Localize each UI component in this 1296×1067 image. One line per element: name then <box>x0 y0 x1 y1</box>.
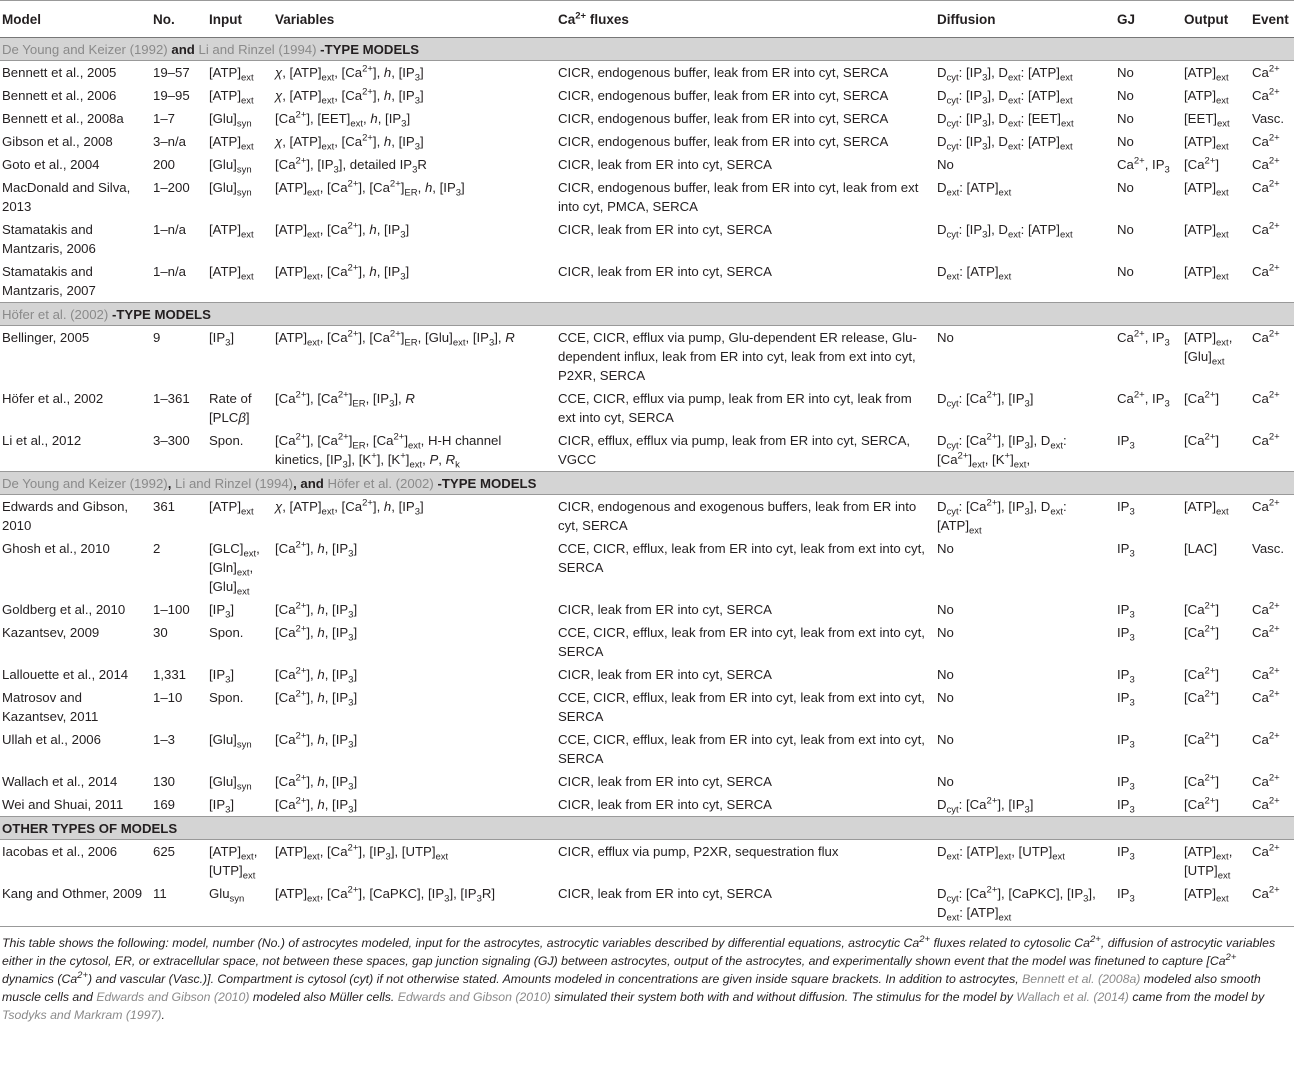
cell-diffusion: $D_{cyt}$: $[Ca^{2+}]$, $[IP_3]$ <box>937 389 1034 410</box>
cell-event: $Ca^{2+}$ <box>1252 63 1280 80</box>
cell-fluxes: CICR, endogenous buffer, leak from ER into cyt, SERCA <box>558 134 889 149</box>
cell-input: $[Glu]_{syn}$ <box>209 157 252 176</box>
cell-model: Wallach et al., 2014 <box>2 774 118 789</box>
header-gj: GJ <box>1115 1 1182 38</box>
cell-model: Höfer et al., 2002 <box>2 391 104 406</box>
cell-gj: $Ca^{2+}$, $IP_3$ <box>1117 389 1170 410</box>
cell-gj: $IP_3$ <box>1117 499 1135 518</box>
cell-diffusion: No <box>937 602 954 617</box>
cell-event: $Ca^{2+}$ <box>1250 882 1294 927</box>
cell-variables: $[Ca^{2+}]$, $[Ca^{2+}]_{ER}$, $[IP_3]$, R <box>275 389 415 410</box>
cell-event: $Ca^{2+}$ <box>1252 132 1280 149</box>
cell-model: Ullah et al., 2006 <box>2 732 101 747</box>
cell-model: Ghosh et al., 2010 <box>2 541 110 556</box>
cell-model: Bennett et al., 2005 <box>2 65 117 80</box>
section-title: De Young and Keizer (1992), Li and Rinzel (1994), and Höfer et al. (2002) -TYPE MODELS <box>0 472 1294 495</box>
cell-event: $Ca^{2+}$ <box>1252 795 1280 812</box>
cell-output: $[Ca^{2+}]$ <box>1184 389 1220 406</box>
cell-event: $Ca^{2+}$ <box>1252 431 1280 448</box>
cell-output: $[Ca^{2+}]$ <box>1184 772 1220 789</box>
cell-output: [LAC] <box>1184 541 1217 556</box>
cell-fluxes: CICR, leak from ER into cyt, SERCA <box>558 264 772 279</box>
cell-gj: No <box>1117 264 1134 279</box>
cell-fluxes: CICR, endogenous buffer, leak from ER into cyt, leak from ext into cyt, PMCA, SERCA <box>558 180 919 214</box>
cell-input: $[ATP]_{ext}$, $[UTP]_{ext}$ <box>209 844 258 882</box>
cell-fluxes: CCE, CICR, efflux, leak from ER into cyt, leak from ext into cyt, SERCA <box>558 625 925 659</box>
cell-diffusion: No <box>937 667 954 682</box>
cell-variables: $[Ca^{2+}]$, h, $[IP_3]$ <box>275 795 358 816</box>
cell-event: Vasc. <box>1252 111 1285 126</box>
cell-input: Spon. <box>209 433 244 448</box>
cell-no: 1,331 <box>153 667 187 682</box>
cell-output: $[Ca^{2+}]$ <box>1184 665 1220 682</box>
cell-gj: $Ca^{2+}$, $IP_3$ <box>1117 328 1170 349</box>
cell-no: 1–3 <box>153 732 176 747</box>
cell-diffusion: No <box>937 690 954 705</box>
cell-diffusion: $D_{cyt}$: $[IP_3]$, $D_{ext}$: $[ATP]_{ext}$ <box>937 88 1073 107</box>
cell-model: Iacobas et al., 2006 <box>2 844 118 859</box>
cell-variables: χ, $[ATP]_{ext}$, $[Ca^{2+}]$, h, $[IP_3]$ <box>275 86 424 107</box>
cell-gj: $IP_3$ <box>1117 797 1135 816</box>
cell-diffusion: $D_{cyt}$: $[Ca^{2+}]$, $[IP_3]$, $D_{ext}$: $[Ca^{2+}]_{ext}$, $[K^+]_{ext}$, <box>937 431 1067 471</box>
table-row <box>0 840 1294 883</box>
header-output: Output <box>1182 1 1250 38</box>
cell-diffusion: $D_{cyt}$: $[Ca^{2+}]$, $[IP_3]$, $D_{ext}$: $[ATP]_{ext}$ <box>937 497 1067 537</box>
cell-no: 2 <box>153 541 161 556</box>
table-row <box>0 218 1294 260</box>
cell-diffusion: No <box>937 732 954 747</box>
cell-output: $[EET]_{ext}$ <box>1184 111 1230 130</box>
cell-gj: No <box>1117 222 1134 237</box>
cell-no: 625 <box>153 844 176 859</box>
cell-model: MacDonald and Silva, 2013 <box>2 180 131 214</box>
cell-output: $[ATP]_{ext}$, $[UTP]_{ext}$ <box>1184 844 1233 882</box>
cell-fluxes: CICR, leak from ER into cyt, SERCA <box>556 882 935 927</box>
cell-model: Matrosov and Kazantsev, 2011 <box>2 690 99 724</box>
cell-output: $[ATP]_{ext}$, $[Glu]_{ext}$ <box>1184 330 1233 368</box>
cell-output: $[Ca^{2+}]$ <box>1184 623 1220 640</box>
cell-no: 19–95 <box>153 88 190 103</box>
cell-no: 3–300 <box>153 433 190 448</box>
section-header <box>0 817 1294 840</box>
cell-input: $[IP_3]$ <box>209 602 235 621</box>
cell-fluxes: CCE, CICR, efflux, leak from ER into cyt, leak from ext into cyt, SERCA <box>558 732 925 766</box>
cell-gj: No <box>1117 134 1134 149</box>
cell-no: 169 <box>153 797 176 812</box>
cell-diffusion: $D_{cyt}$: $[Ca^{2+}]$, $[IP_3]$ <box>937 795 1034 816</box>
cell-variables: $[Ca^{2+}]$, h, $[IP_3]$ <box>275 665 358 686</box>
cell-input: $[ATP]_{ext}$ <box>209 65 254 84</box>
cell-diffusion: No <box>937 541 954 556</box>
cell-event: $Ca^{2+}$ <box>1252 730 1280 747</box>
cell-fluxes: CICR, endogenous buffer, leak from ER into cyt, SERCA <box>558 88 889 103</box>
cell-input: $[Glu]_{syn}$ <box>209 732 252 751</box>
cell-fluxes: CCE, CICR, efflux via pump, leak from ER into cyt, leak from ext into cyt, SERCA <box>558 391 912 425</box>
table-row <box>0 153 1294 176</box>
table-row <box>0 61 1294 85</box>
cell-diffusion: No <box>937 774 954 789</box>
cell-model: Edwards and Gibson, 2010 <box>2 499 129 533</box>
cell-variables: $[Ca^{2+}]$, h, $[IP_3]$ <box>275 600 358 621</box>
cell-no: 30 <box>153 625 168 640</box>
cell-variables: $[ATP]_{ext}$, $[Ca^{2+}]$, h, $[IP_3]$ <box>275 262 410 283</box>
cell-input: Spon. <box>209 690 244 705</box>
cell-variables: $[ATP]_{ext}$, $[Ca^{2+}]$, $[IP_3]$, $[UTP]_{ext}$ <box>275 842 449 863</box>
cell-event: $Ca^{2+}$ <box>1252 600 1280 617</box>
table-row <box>0 621 1294 663</box>
table-row <box>0 260 1294 303</box>
cell-no: 1–n/a <box>153 264 187 279</box>
cell-model: Bennett et al., 2008a <box>2 111 124 126</box>
cell-event: $Ca^{2+}$ <box>1252 86 1280 103</box>
table-row <box>0 882 1294 927</box>
cell-variables: $[ATP]_{ext}$, $[Ca^{2+}]$, $[Ca^{2+}]_{ER}$, h, $[IP_3]$ <box>275 178 465 199</box>
cell-gj: $IP_3$ <box>1117 690 1135 709</box>
cell-diffusion: $D_{cyt}$: $[IP_3]$, $D_{ext}$: $[EET]_{ext}$ <box>937 111 1074 130</box>
table-row <box>0 663 1294 686</box>
cell-variables: $[Ca^{2+}]$, $[EET]_{ext}$, h, $[IP_3]$ <box>275 109 411 130</box>
cell-diffusion: $D_{cyt}$: $[IP_3]$, $D_{ext}$: $[ATP]_{ext}$ <box>937 65 1073 84</box>
cell-variables: $[Ca^{2+}]$, $[IP_3]$, detailed $IP_3R$ <box>275 155 427 176</box>
cell-output: $[ATP]_{ext}$ <box>1182 882 1250 927</box>
cell-input: $[GLC]_{ext}$, $[Gln]_{ext}$, $[Glu]_{ext}$ <box>209 541 260 598</box>
cell-input: Spon. <box>209 625 244 640</box>
cell-model: Wei and Shuai, 2011 <box>2 797 124 812</box>
table-row <box>0 107 1294 130</box>
cell-input: $[ATP]_{ext}$ <box>209 88 254 107</box>
cell-output: $[ATP]_{ext}$ <box>1184 88 1229 107</box>
cell-no: 361 <box>153 499 176 514</box>
cell-fluxes: CICR, leak from ER into cyt, SERCA <box>558 222 772 237</box>
cell-diffusion: $D_{cyt}$: $[IP_3]$, $D_{ext}$: $[ATP]_{ext}$ <box>937 134 1073 153</box>
cell-output: $[Ca^{2+}]$ <box>1184 155 1220 172</box>
cell-output: $[Ca^{2+}]$ <box>1184 431 1220 448</box>
cell-event: $Ca^{2+}$ <box>1252 842 1280 859</box>
cell-no: 1–10 <box>153 690 183 705</box>
cell-fluxes: CICR, leak from ER into cyt, SERCA <box>558 774 772 789</box>
cell-input: $[ATP]_{ext}$ <box>209 499 254 518</box>
cell-input: $[Glu]_{syn}$ <box>209 774 252 793</box>
cell-event: $Ca^{2+}$ <box>1252 772 1280 789</box>
cell-variables: χ, $[ATP]_{ext}$, $[Ca^{2+}]$, h, $[IP_3]$ <box>275 497 424 518</box>
cell-gj: $IP_3$ <box>1117 667 1135 686</box>
cell-fluxes: CICR, leak from ER into cyt, SERCA <box>558 157 772 172</box>
cell-gj: $IP_3$ <box>1117 774 1135 793</box>
cell-model: Stamatakis and Mantzaris, 2006 <box>2 222 96 256</box>
cell-event: $Ca^{2+}$ <box>1252 623 1280 640</box>
cell-variables: $[Ca^{2+}]$, h, $[IP_3]$ <box>275 688 358 709</box>
table-row <box>0 130 1294 153</box>
cell-gj: $IP_3$ <box>1117 732 1135 751</box>
cell-fluxes: CCE, CICR, efflux, leak from ER into cyt, leak from ext into cyt, SERCA <box>558 541 925 575</box>
cell-output: $[ATP]_{ext}$ <box>1184 222 1229 241</box>
cell-gj: No <box>1117 180 1134 195</box>
table-row <box>0 387 1294 429</box>
cell-gj: No <box>1117 111 1134 126</box>
cell-variables: $[Ca^{2+}]$, $[Ca^{2+}]_{ER}$, $[Ca^{2+}]_{ext}$, H-H channel kinetics, $[IP_3]$, [K+], $[K^+]_{ext}$, P, $R_k$ <box>275 431 502 471</box>
cell-variables: χ, $[ATP]_{ext}$, $[Ca^{2+}]$, h, $[IP_3]$ <box>275 132 424 153</box>
cell-model: Goto et al., 2004 <box>2 157 100 172</box>
table-row <box>0 537 1294 598</box>
cell-diffusion: No <box>937 625 954 640</box>
cell-input: Rate of [PLCβ] <box>209 391 252 425</box>
cell-fluxes: CCE, CICR, efflux via pump, Glu-dependent ER release, Glu-dependent influx, leak from ER into cyt, leak from ext into cyt, P2XR, SERCA <box>558 330 917 383</box>
section-title: Höfer et al. (2002) -TYPE MODELS <box>0 303 1294 326</box>
cell-diffusion: $D_{cyt}$: $[Ca^{2+}]$, [CaPKC], $[IP_3]$, $D_{ext}$: $[ATP]_{ext}$ <box>935 882 1115 927</box>
cell-output: $[Ca^{2+}]$ <box>1184 730 1220 747</box>
cell-model: Li et al., 2012 <box>2 433 82 448</box>
cell-input: $[IP_3]$ <box>209 667 235 686</box>
header-row <box>0 1 1294 38</box>
cell-model: Kang and Othmer, 2009 <box>0 882 151 927</box>
cell-input: $[ATP]_{ext}$ <box>209 222 254 241</box>
header-event: Event <box>1250 1 1294 38</box>
cell-input: $[Glu]_{syn}$ <box>209 180 252 199</box>
cell-input: $[ATP]_{ext}$ <box>209 134 254 153</box>
cell-no: 11 <box>151 882 207 927</box>
cell-diffusion: $D_{ext}$: $[ATP]_{ext}$ <box>937 264 1012 283</box>
cell-event: $Ca^{2+}$ <box>1252 389 1280 406</box>
header-no: No. <box>151 1 207 38</box>
cell-fluxes: CCE, CICR, efflux, leak from ER into cyt, leak from ext into cyt, SERCA <box>558 690 925 724</box>
cell-input: $[IP_3]$ <box>209 797 235 816</box>
table-body <box>0 38 1294 927</box>
cell-fluxes: CICR, efflux via pump, P2XR, sequestration flux <box>558 844 839 859</box>
cell-event: $Ca^{2+}$ <box>1252 178 1280 195</box>
cell-gj: $IP_3$ <box>1115 882 1182 927</box>
cell-model: Bennett et al., 2006 <box>2 88 117 103</box>
cell-diffusion: $D_{ext}$: $[ATP]_{ext}$, $[UTP]_{ext}$ <box>937 844 1065 863</box>
cell-model: Kazantsev, 2009 <box>2 625 100 640</box>
table-row <box>0 598 1294 621</box>
cell-variables: $[Ca^{2+}]$, h, $[IP_3]$ <box>275 772 358 793</box>
cell-input: $[ATP]_{ext}$ <box>209 264 254 283</box>
table-footnote: This table shows the following: model, number (No.) of astrocytes modeled, input for the astrocytes, astrocytic variables described by differential equations, astrocytic $Ca^{2+}$ fluxes related to cytosolic $Ca^{2+}$, diffusion of astrocytic variables either in the cytosol, ER, or extracellular space, not between these spaces, gap junction signaling (GJ) between astrocytes, output of the astrocytes, and experimentally shown event that the model was finetuned to capture [$Ca^{2+}$ dynamics $(Ca^{2+})$ and vascular (Vasc.)]. Compartment is cytosol (cyt) if not otherwise stated. Amounts modeled in concentrations are given inside square brackets. In addition to astrocytes, Bennett et al. (2008a) modeled also smooth muscle cells and Edwards and Gibson (2010) modeled also Müller cells. Edwards and Gibson (2010) simulated their system both with and without diffusion. The stimulus for the model by Wallach et al. (2014) came from the model by Tsodyks and Markram (1997). <box>2 933 1276 1022</box>
cell-diffusion: $D_{cyt}$: $[IP_3]$, $D_{ext}$: $[ATP]_{ext}$ <box>937 222 1073 241</box>
cell-fluxes: CICR, endogenous buffer, leak from ER into cyt, SERCA <box>558 111 889 126</box>
cell-gj: $Ca^{2+}$, $IP_3$ <box>1117 155 1170 176</box>
section-title: OTHER TYPES OF MODELS <box>0 817 1294 840</box>
cell-event: $Ca^{2+}$ <box>1252 328 1280 345</box>
cell-no: 9 <box>153 330 161 345</box>
cell-gj: $IP_3$ <box>1117 433 1135 452</box>
cell-no: 130 <box>153 774 176 789</box>
cell-fluxes: CICR, endogenous and exogenous buffers, leak from ER into cyt, SERCA <box>558 499 917 533</box>
cell-gj: $IP_3$ <box>1117 625 1135 644</box>
cell-fluxes: CICR, efflux, efflux via pump, leak from ER into cyt, SERCA, VGCC <box>558 433 911 467</box>
table-row <box>0 326 1294 388</box>
table-row <box>0 429 1294 472</box>
header-diffusion: Diffusion <box>935 1 1115 38</box>
cell-variables: χ, $[ATP]_{ext}$, $[Ca^{2+}]$, h, $[IP_3]$ <box>275 63 424 84</box>
section-header <box>0 472 1294 495</box>
cell-input: $[Glu]_{syn}$ <box>209 111 252 130</box>
cell-model: Lallouette et al., 2014 <box>2 667 129 682</box>
cell-output: $[ATP]_{ext}$ <box>1184 264 1229 283</box>
cell-event: Vasc. <box>1252 541 1285 556</box>
cell-model: Gibson et al., 2008 <box>2 134 113 149</box>
section-title: De Young and Keizer (1992) and Li and Rinzel (1994) -TYPE MODELS <box>0 38 1294 61</box>
cell-gj: $IP_3$ <box>1117 541 1135 560</box>
header-input: Input <box>207 1 273 38</box>
cell-variables: $[Ca^{2+}]$, h, $[IP_3]$ <box>275 730 358 751</box>
cell-fluxes: CICR, leak from ER into cyt, SERCA <box>558 797 772 812</box>
cell-output: $[Ca^{2+}]$ <box>1184 795 1220 812</box>
table-row <box>0 793 1294 817</box>
table-row <box>0 686 1294 728</box>
cell-event: $Ca^{2+}$ <box>1252 665 1280 682</box>
cell-event: $Ca^{2+}$ <box>1252 262 1280 279</box>
cell-variables: $[Ca^{2+}]$, h, $[IP_3]$ <box>275 539 358 560</box>
cell-event: $Ca^{2+}$ <box>1252 220 1280 237</box>
cell-no: 3–n/a <box>153 134 187 149</box>
header-variables: Variables <box>273 1 556 38</box>
table-row <box>0 176 1294 218</box>
cell-fluxes: CICR, endogenous buffer, leak from ER into cyt, SERCA <box>558 65 889 80</box>
cell-model: Goldberg et al., 2010 <box>2 602 126 617</box>
cell-gj: No <box>1117 88 1134 103</box>
cell-model: Bellinger, 2005 <box>2 330 90 345</box>
cell-fluxes: CICR, leak from ER into cyt, SERCA <box>558 667 772 682</box>
cell-diffusion: No <box>937 330 954 345</box>
cell-event: $Ca^{2+}$ <box>1252 155 1280 172</box>
table-row <box>0 728 1294 770</box>
cell-output: $[Ca^{2+}]$ <box>1184 600 1220 617</box>
cell-output: $[ATP]_{ext}$ <box>1184 134 1229 153</box>
cell-model: Stamatakis and Mantzaris, 2007 <box>2 264 96 298</box>
cell-no: 200 <box>153 157 176 172</box>
cell-no: 1–200 <box>153 180 190 195</box>
cell-variables: $[Ca^{2+}]$, h, $[IP_3]$ <box>275 623 358 644</box>
cell-gj: No <box>1117 65 1134 80</box>
cell-output: $[ATP]_{ext}$ <box>1184 65 1229 84</box>
cell-no: 1–100 <box>153 602 190 617</box>
cell-diffusion: $D_{ext}$: $[ATP]_{ext}$ <box>937 180 1012 199</box>
cell-output: $[ATP]_{ext}$ <box>1184 180 1229 199</box>
cell-input: $[IP_3]$ <box>209 330 235 349</box>
cell-gj: $IP_3$ <box>1117 602 1135 621</box>
header-fluxes: $Ca^{2+}$ fluxes <box>556 1 935 38</box>
cell-diffusion: No <box>937 157 954 172</box>
table-row <box>0 84 1294 107</box>
cell-fluxes: CICR, leak from ER into cyt, SERCA <box>558 602 772 617</box>
cell-input: Glu$_{syn}$ <box>207 882 273 927</box>
cell-variables: $[ATP]_{ext}$, $[Ca^{2+}]$, h, $[IP_3]$ <box>275 220 410 241</box>
cell-no: 19–57 <box>153 65 190 80</box>
cell-output: $[ATP]_{ext}$ <box>1184 499 1229 518</box>
section-header <box>0 303 1294 326</box>
cell-output: $[Ca^{2+}]$ <box>1184 688 1220 705</box>
cell-no: 1–361 <box>153 391 190 406</box>
cell-gj: $IP_3$ <box>1117 844 1135 863</box>
cell-event: $Ca^{2+}$ <box>1252 497 1280 514</box>
section-header <box>0 38 1294 61</box>
header-model: Model <box>0 1 151 38</box>
cell-variables: $[ATP]_{ext}$, $[Ca^{2+}]$, [CaPKC], $[IP_3]$, $[IP_3R]$ <box>273 882 556 927</box>
table-row <box>0 495 1294 538</box>
table-row <box>0 770 1294 793</box>
cell-no: 1–n/a <box>153 222 187 237</box>
cell-event: $Ca^{2+}$ <box>1252 688 1280 705</box>
cell-variables: $[ATP]_{ext}$, $[Ca^{2+}]$, $[Ca^{2+}]_{ER}$, $[Glu]_{ext}$, $[IP_3]$, R <box>275 328 515 349</box>
cell-no: 1–7 <box>153 111 176 126</box>
